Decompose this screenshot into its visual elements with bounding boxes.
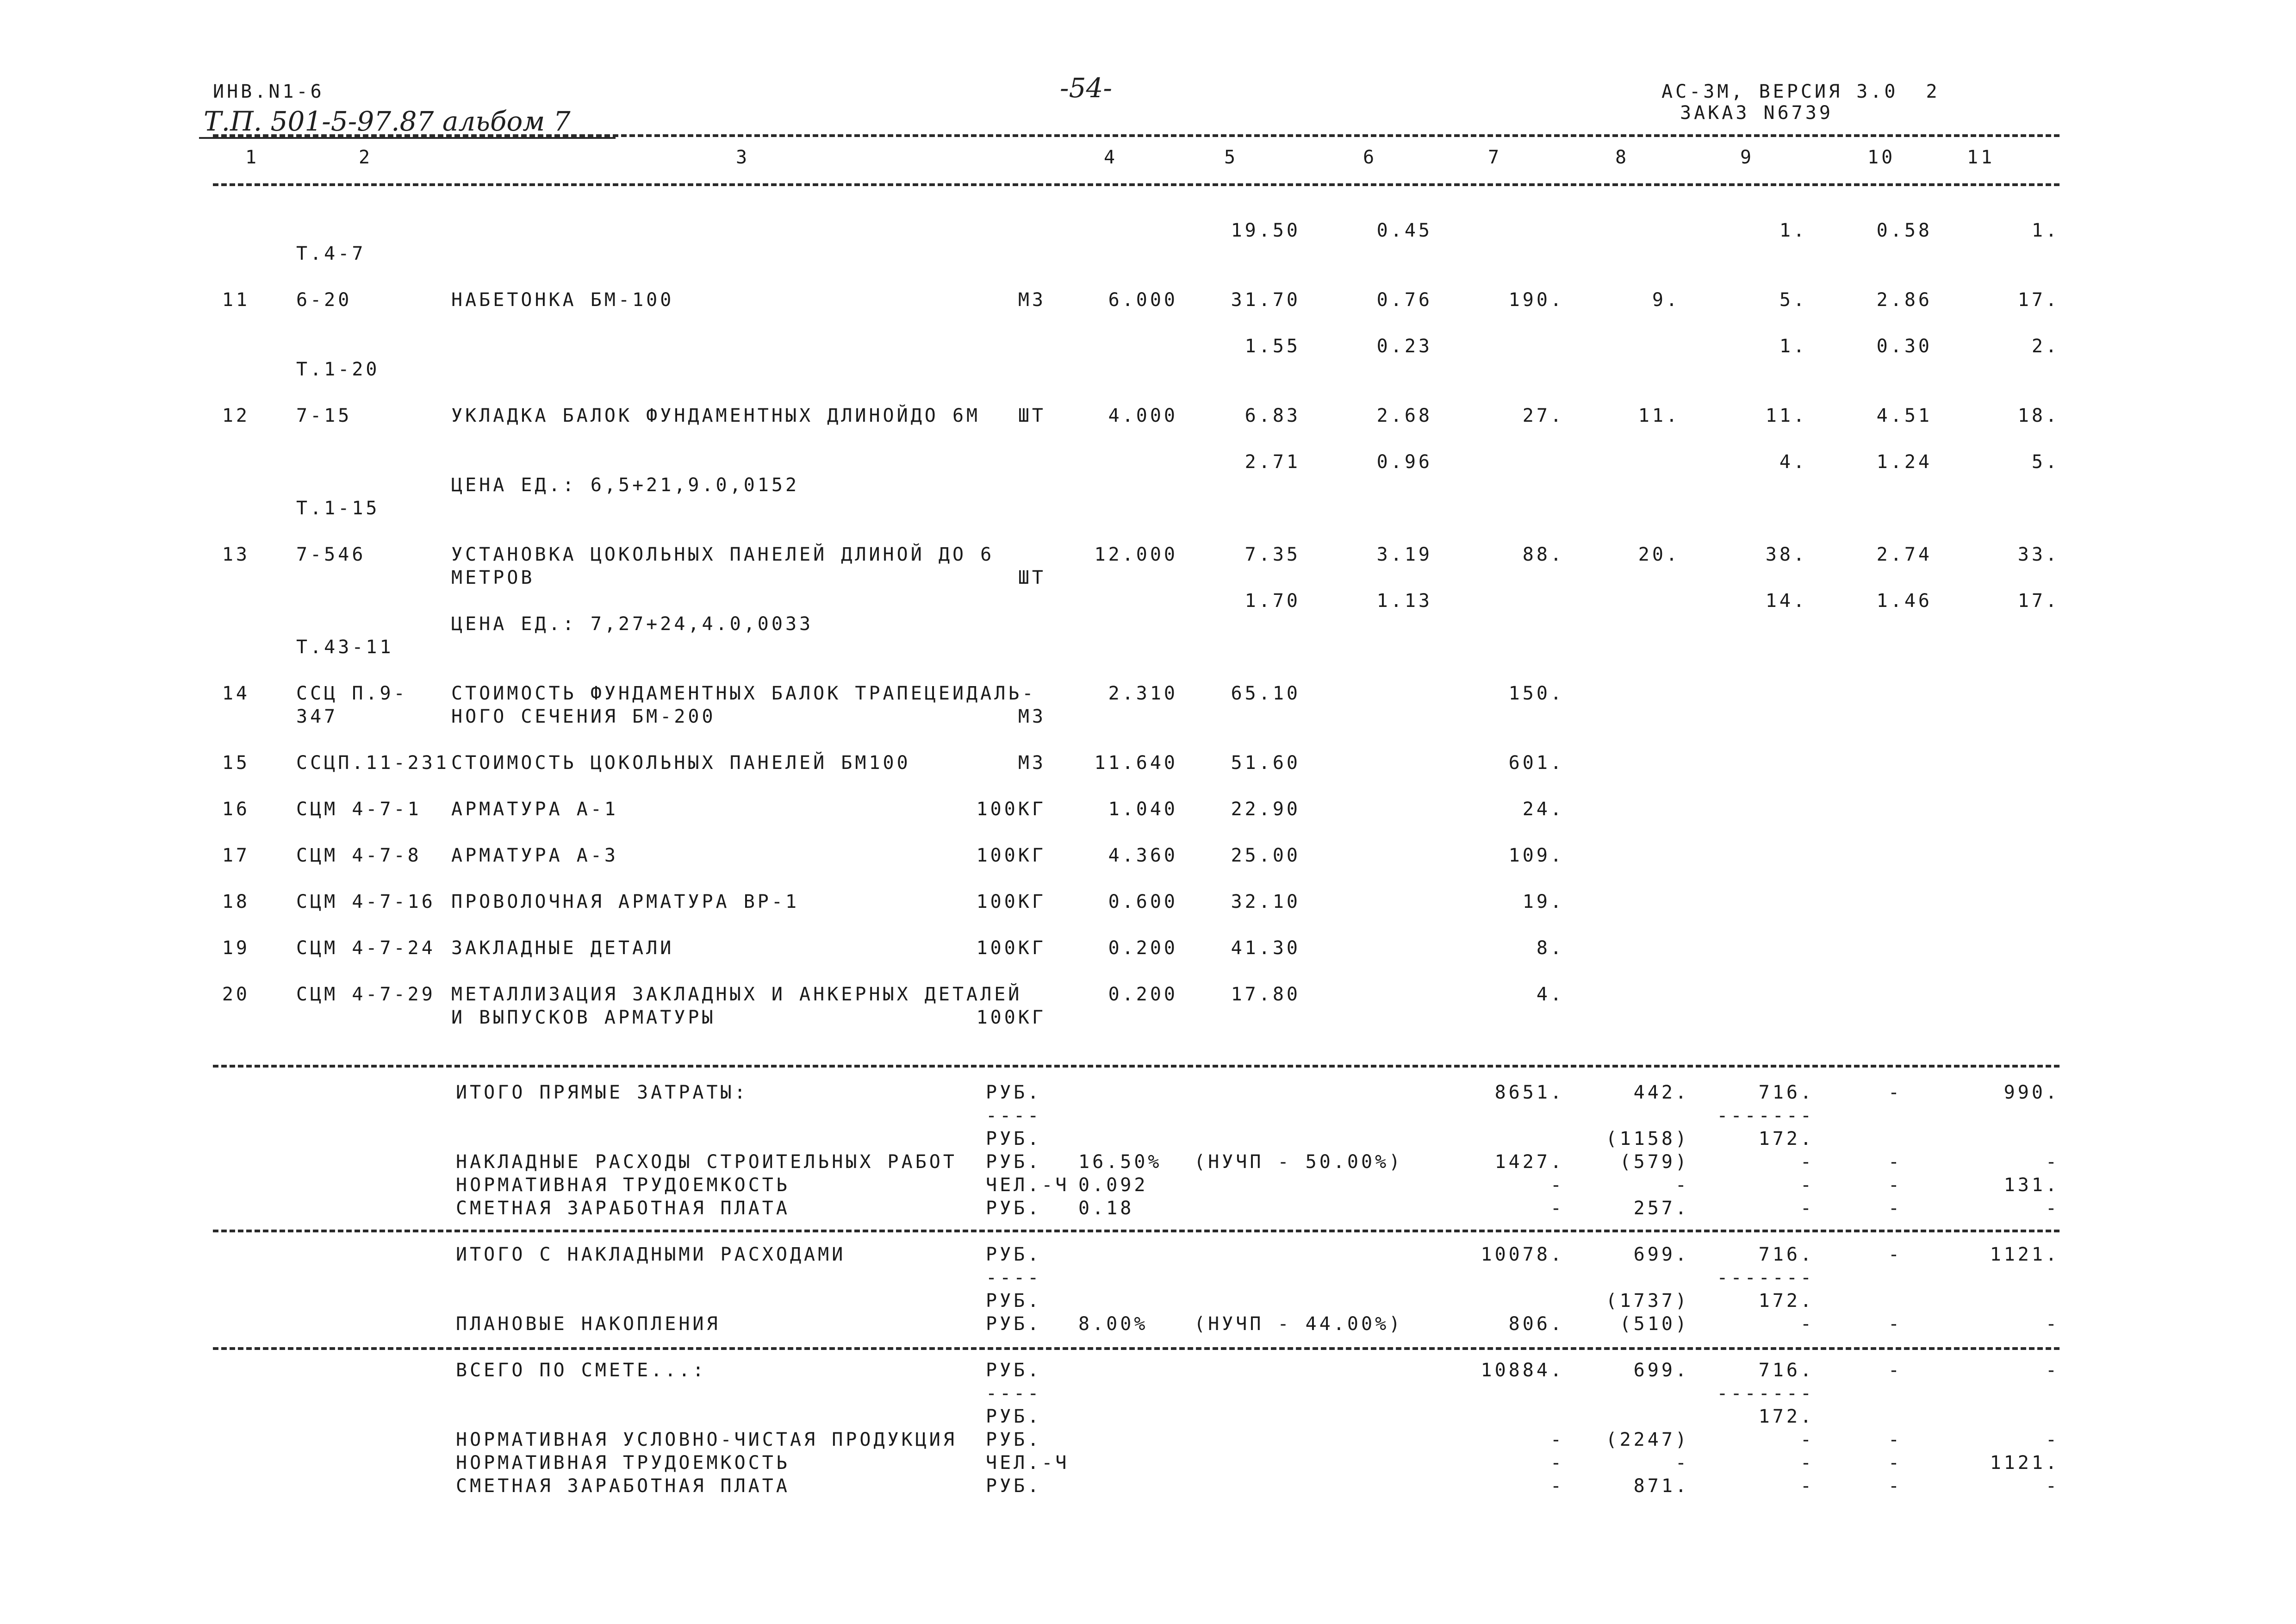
column-header-2: 2 [359,147,373,168]
row-col10: 2.86 [1876,289,1932,311]
row-unit: М3 [1018,289,1046,311]
summary-col9: - [1800,1313,1814,1335]
summary-unit: РУБ. [986,1082,1042,1103]
summary-rate: 16.50% [1078,1151,1162,1173]
row-code: СЦМ 4-7-16 [296,891,436,912]
row-col11: 5. [2031,451,2060,473]
row-code: 347 [296,706,338,727]
summary-col10: - [1888,1475,1902,1497]
row-quantity: 1.040 [1108,799,1178,820]
summary-col10: - [1888,1452,1902,1474]
summary-col7: - [1550,1429,1564,1450]
row-name: ПРОВОЛОЧНАЯ АРМАТУРА ВР-1 [451,891,800,912]
row-code: СЦМ 4-7-24 [296,937,436,959]
row-col9: 4. [1779,451,1807,473]
row-col5: 17.80 [1231,984,1300,1005]
row-name: ЗАКЛАДНЫЕ ДЕТАЛИ [451,937,674,959]
row-col10: 0.30 [1876,336,1932,357]
row-unit: М3 [1018,706,1046,727]
row-col7: 8. [1536,937,1564,959]
summary-label: СМЕТНАЯ ЗАРАБОТНАЯ ПЛАТА [456,1475,790,1497]
row-name: МЕТАЛЛИЗАЦИЯ ЗАКЛАДНЫХ И АНКЕРНЫХ ДЕТАЛЕЙ [451,984,1022,1005]
row-name: ЦЕНА ЕД.: 7,27+24,4.0,0033 [451,613,814,635]
summary-col11: 131. [2004,1174,2060,1196]
summary-col11: 1121. [1990,1244,2060,1265]
summary-rate: 0.092 [1078,1174,1148,1196]
summary-col10: - [1888,1244,1902,1265]
row-col7: 601. [1508,752,1564,774]
row-col5: 2.71 [1244,451,1300,473]
program-version: АС-3М, ВЕРСИЯ 3.0 2 [1661,81,1940,102]
project-underline [199,137,616,139]
row-code: Т.4-7 [296,243,366,264]
row-col6: 0.76 [1376,289,1432,311]
row-col7: 24. [1522,799,1564,820]
row-number: 19 [222,937,250,959]
row-col6: 3.19 [1376,544,1432,565]
summary-label: НОРМАТИВНАЯ УСЛОВНО-ЧИСТАЯ ПРОДУКЦИЯ [456,1429,957,1450]
summary-unit: РУБ. [986,1429,1042,1450]
summary-col8: 871. [1633,1475,1689,1497]
row-col7: 88. [1522,544,1564,565]
summary-col9: - [1800,1174,1814,1196]
summary-unit: РУБ. [986,1128,1042,1149]
row-col7: 19. [1522,891,1564,912]
summary-unit: РУБ. [986,1244,1042,1265]
row-col8: 11. [1638,405,1680,426]
row-unit: М3 [1018,752,1046,774]
row-code: ССЦП.11-231 [296,752,449,774]
summary-col7: 8651. [1494,1082,1564,1103]
column-header-1: 1 [245,147,260,168]
row-unit: ШТ [1018,405,1046,426]
summary-col9: ------- [1717,1105,1814,1126]
row-col10: 4.51 [1876,405,1932,426]
row-col5: 7.35 [1244,544,1300,565]
column-header-5: 5 [1224,147,1238,168]
row-code: Т.1-20 [296,359,380,380]
summary-col8: 699. [1633,1360,1689,1381]
summary-col9: ------- [1717,1267,1814,1288]
row-quantity: 0.200 [1108,937,1178,959]
row-col9: 5. [1779,289,1807,311]
row-col5: 6.83 [1244,405,1300,426]
row-number: 13 [222,544,250,565]
row-name: СТОИМОСТЬ ФУНДАМЕНТНЫХ БАЛОК ТРАПЕЦЕИДАЛЬ- [451,683,1036,704]
row-number: 11 [222,289,250,311]
summary-unit: РУБ. [986,1198,1042,1219]
row-col5: 19.50 [1231,220,1300,241]
summary-unit: РУБ. [986,1313,1042,1335]
summary-label: ИТОГО ПРЯМЫЕ ЗАТРАТЫ: [456,1082,748,1103]
row-col11: 17. [2017,289,2060,311]
summary-col10: - [1888,1174,1902,1196]
row-col5: 65.10 [1231,683,1300,704]
summary-label: НОРМАТИВНАЯ ТРУДОЕМКОСТЬ [456,1174,790,1196]
summary-col10: - [1888,1360,1902,1381]
summary-col9: - [1800,1429,1814,1450]
column-header-7: 7 [1488,147,1502,168]
row-col6: 1.13 [1376,590,1432,612]
row-name: АРМАТУРА А-3 [451,845,618,866]
summary-note: (НУЧП - 44.00%) [1194,1313,1403,1335]
table-top-rule [213,134,2060,137]
row-name: НОГО СЕЧЕНИЯ БМ-200 [451,706,716,727]
summary-col10: - [1888,1313,1902,1335]
summary-col9: 172. [1758,1290,1814,1312]
summary-col10: - [1888,1429,1902,1450]
row-code: Т.1-15 [296,498,380,519]
row-quantity: 4.360 [1108,845,1178,866]
row-col5: 51.60 [1231,752,1300,774]
row-col6: 0.45 [1376,220,1432,241]
row-col5: 31.70 [1231,289,1300,311]
summary-col7: - [1550,1198,1564,1219]
header-bottom-rule [213,183,2060,186]
row-name: АРМАТУРА А-1 [451,799,618,820]
row-quantity: 0.600 [1108,891,1178,912]
row-col6: 0.96 [1376,451,1432,473]
row-col9: 14. [1765,590,1807,612]
summary-col9: - [1800,1151,1814,1173]
page-number: -54- [1060,72,1112,104]
summary-col10: - [1888,1082,1902,1103]
row-name: УКЛАДКА БАЛОК ФУНДАМЕНТНЫХ ДЛИНОЙДО 6М [451,405,981,426]
summary-label: ИТОГО С НАКЛАДНЫМИ РАСХОДАМИ [456,1244,846,1265]
summary-col11: - [2045,1151,2060,1173]
summary-col8: 442. [1633,1082,1689,1103]
summary-label: НОРМАТИВНАЯ ТРУДОЕМКОСТЬ [456,1452,790,1474]
row-number: 18 [222,891,250,912]
row-col5: 22.90 [1231,799,1300,820]
column-header-9: 9 [1740,147,1755,168]
summary-col9: - [1800,1475,1814,1497]
row-col10: 1.46 [1876,590,1932,612]
summary-col7: 10884. [1481,1360,1564,1381]
summary-col9: - [1800,1452,1814,1474]
row-col8: 20. [1638,544,1680,565]
row-code: 7-546 [296,544,366,565]
summary-unit: РУБ. [986,1151,1042,1173]
summary-note: (НУЧП - 50.00%) [1194,1151,1403,1173]
row-name: УСТАНОВКА ЦОКОЛЬНЫХ ПАНЕЛЕЙ ДЛИНОЙ ДО 6 [451,544,995,565]
summary-col8: - [1675,1174,1689,1196]
row-col8: 9. [1652,289,1680,311]
row-number: 14 [222,683,250,704]
row-col11: 2. [2031,336,2060,357]
summary-col11: - [2045,1360,2060,1381]
summary-rule-3 [213,1347,2060,1350]
row-name: ЦЕНА ЕД.: 6,5+21,9.0,0152 [451,475,800,496]
row-col10: 2.74 [1876,544,1932,565]
summary-col7: 1427. [1494,1151,1564,1173]
summary-col8: - [1675,1452,1689,1474]
row-code: СЦМ 4-7-8 [296,845,422,866]
row-col5: 1.70 [1244,590,1300,612]
summary-col9: 172. [1758,1128,1814,1149]
column-header-8: 8 [1615,147,1630,168]
summary-rule-2 [213,1230,2060,1232]
summary-col7: 806. [1508,1313,1564,1335]
row-unit: ШТ [1018,567,1046,588]
summary-col9: 716. [1758,1244,1814,1265]
summary-col8: (1158) [1605,1128,1689,1149]
summary-col9: 172. [1758,1406,1814,1427]
row-code: СЦМ 4-7-29 [296,984,436,1005]
summary-col10: - [1888,1151,1902,1173]
summary-col7: - [1550,1475,1564,1497]
summary-label: ВСЕГО ПО СМЕТЕ...: [456,1360,707,1381]
column-header-3: 3 [736,147,750,168]
row-col10: 0.58 [1876,220,1932,241]
row-code: 6-20 [296,289,352,311]
summary-unit: ---- [986,1267,1042,1288]
summary-col8: 699. [1633,1244,1689,1265]
row-col9: 1. [1779,220,1807,241]
summary-col11: 1121. [1990,1452,2060,1474]
summary-unit: РУБ. [986,1360,1042,1381]
row-col7: 27. [1522,405,1564,426]
summary-top-rule [213,1065,2060,1068]
summary-col9: 716. [1758,1360,1814,1381]
project-reference: Т.П. 501-5-97.87 альбом 7 [204,106,571,137]
row-unit: 100КГ [976,799,1046,820]
summary-col8: 257. [1633,1198,1689,1219]
summary-unit: РУБ. [986,1475,1042,1497]
summary-col9: 716. [1758,1082,1814,1103]
summary-unit: РУБ. [986,1290,1042,1312]
row-col5: 32.10 [1231,891,1300,912]
row-col5: 41.30 [1231,937,1300,959]
summary-col8: (510) [1619,1313,1689,1335]
summary-col11: - [2045,1313,2060,1335]
summary-rate: 8.00% [1078,1313,1148,1335]
summary-unit: ---- [986,1383,1042,1404]
row-name: НАБЕТОНКА БМ-100 [451,289,674,311]
row-unit: 100КГ [976,891,1046,912]
summary-label: НАКЛАДНЫЕ РАСХОДЫ СТРОИТЕЛЬНЫХ РАБОТ [456,1151,957,1173]
summary-col10: - [1888,1198,1902,1219]
row-col9: 11. [1765,405,1807,426]
row-code: ССЦ П.9- [296,683,408,704]
row-unit: 100КГ [976,1007,1046,1028]
summary-unit: РУБ. [986,1406,1042,1427]
row-number: 16 [222,799,250,820]
row-number: 12 [222,405,250,426]
summary-rate: 0.18 [1078,1198,1134,1219]
row-col7: 4. [1536,984,1564,1005]
row-quantity: 2.310 [1108,683,1178,704]
summary-col11: - [2045,1475,2060,1497]
summary-col9: ------- [1717,1383,1814,1404]
row-code: 7-15 [296,405,352,426]
summary-col11: 990. [2004,1082,2060,1103]
summary-col7: - [1550,1174,1564,1196]
row-number: 17 [222,845,250,866]
summary-col8: (1737) [1605,1290,1689,1312]
column-header-10: 10 [1867,147,1896,168]
row-col6: 0.23 [1376,336,1432,357]
row-col10: 1.24 [1876,451,1932,473]
row-quantity: 0.200 [1108,984,1178,1005]
summary-unit: ---- [986,1105,1042,1126]
row-quantity: 6.000 [1108,289,1178,311]
column-header-11: 11 [1967,147,1995,168]
summary-label: СМЕТНАЯ ЗАРАБОТНАЯ ПЛАТА [456,1198,790,1219]
summary-unit: ЧЕЛ.-Ч [986,1452,1070,1474]
row-quantity: 12.000 [1094,544,1178,565]
summary-col7: 10078. [1481,1244,1564,1265]
row-quantity: 11.640 [1094,752,1178,774]
row-col7: 109. [1508,845,1564,866]
summary-col8: (579) [1619,1151,1689,1173]
row-number: 15 [222,752,250,774]
summary-col11: - [2045,1429,2060,1450]
summary-unit: ЧЕЛ.-Ч [986,1174,1070,1196]
order-number: ЗАКАЗ N6739 [1680,102,1833,124]
row-quantity: 4.000 [1108,405,1178,426]
row-col7: 190. [1508,289,1564,311]
row-col11: 33. [2017,544,2060,565]
row-col11: 1. [2031,220,2060,241]
column-header-6: 6 [1363,147,1377,168]
row-col9: 1. [1779,336,1807,357]
row-col5: 25.00 [1231,845,1300,866]
summary-col7: - [1550,1452,1564,1474]
summary-col11: - [2045,1198,2060,1219]
row-unit: 100КГ [976,937,1046,959]
row-unit: 100КГ [976,845,1046,866]
summary-col8: (2247) [1605,1429,1689,1450]
row-col7: 150. [1508,683,1564,704]
row-name: СТОИМОСТЬ ЦОКОЛЬНЫХ ПАНЕЛЕЙ БМ100 [451,752,911,774]
summary-label: ПЛАНОВЫЕ НАКОПЛЕНИЯ [456,1313,721,1335]
row-col6: 2.68 [1376,405,1432,426]
row-number: 20 [222,984,250,1005]
summary-col9: - [1800,1198,1814,1219]
inventory-number: ИНВ.N1-6 [213,81,324,102]
row-col11: 17. [2017,590,2060,612]
row-code: СЦМ 4-7-1 [296,799,422,820]
row-code: Т.43-11 [296,637,394,658]
column-header-4: 4 [1104,147,1118,168]
row-col11: 18. [2017,405,2060,426]
row-col9: 38. [1765,544,1807,565]
row-col5: 1.55 [1244,336,1300,357]
row-name: И ВЫПУСКОВ АРМАТУРЫ [451,1007,716,1028]
row-name: МЕТРОВ [451,567,535,588]
